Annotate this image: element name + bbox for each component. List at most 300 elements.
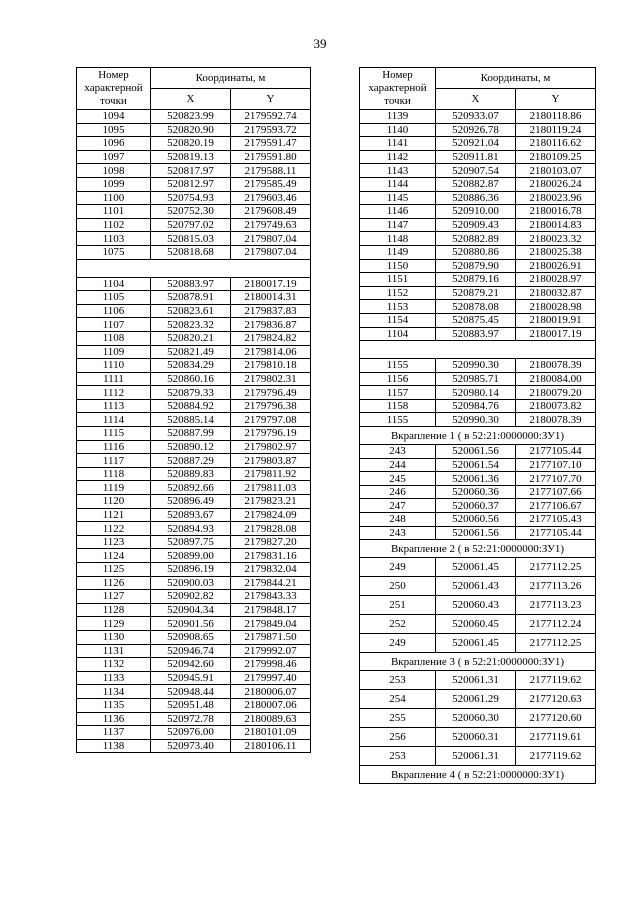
section-label: Вкрапление 4 ( в 52:21:0000000:ЗУ1) <box>360 766 596 784</box>
header-point-number: Номер характерной точки <box>360 68 436 110</box>
table-row <box>77 164 311 178</box>
x-coordinate-cell: 520882.89 <box>436 232 516 246</box>
point-number-cell: 1126 <box>77 576 151 590</box>
y-coordinate-cell: 2179749.63 <box>231 218 311 232</box>
point-number-cell: 1110 <box>77 359 151 373</box>
x-coordinate-cell: 520910.00 <box>436 205 516 219</box>
y-coordinate-cell: 2180019.91 <box>516 313 596 327</box>
point-number-cell: 1114 <box>77 413 151 427</box>
y-coordinate-cell: 2179593.72 <box>231 123 311 137</box>
point-number-cell: 1156 <box>360 372 436 386</box>
table-row <box>360 313 596 327</box>
y-coordinate-cell: 2179796.19 <box>231 427 311 441</box>
table-row <box>77 399 311 413</box>
y-coordinate-cell: 2177113.26 <box>516 577 596 596</box>
table-row <box>77 563 311 577</box>
y-coordinate-cell: 2180119.24 <box>516 123 596 137</box>
point-number-cell: 247 <box>360 499 436 513</box>
section-header-row <box>360 540 596 558</box>
y-coordinate-cell: 2177119.62 <box>516 747 596 766</box>
y-coordinate-cell: 2179807.04 <box>231 232 311 246</box>
header-coordinates: Координаты, м <box>151 68 311 89</box>
coordinates-table-left <box>76 67 311 753</box>
y-coordinate-cell: 2179797.08 <box>231 413 311 427</box>
table-row <box>360 413 596 427</box>
y-coordinate-cell: 2180028.97 <box>516 273 596 287</box>
table-row <box>77 150 311 164</box>
x-coordinate-cell: 520885.14 <box>151 413 231 427</box>
point-number-cell: 1143 <box>360 164 436 178</box>
x-coordinate-cell: 520061.36 <box>436 472 516 486</box>
y-coordinate-cell: 2179849.04 <box>231 617 311 631</box>
header-x: X <box>151 89 231 110</box>
y-coordinate-cell: 2179807.04 <box>231 245 311 259</box>
table-row <box>360 137 596 151</box>
table-row <box>77 590 311 604</box>
x-coordinate-cell: 520061.56 <box>436 445 516 459</box>
table-row <box>360 526 596 540</box>
point-number-cell: 1144 <box>360 177 436 191</box>
table-row <box>77 291 311 305</box>
table-row <box>77 440 311 454</box>
table-row <box>77 137 311 151</box>
y-coordinate-cell: 2179796.38 <box>231 399 311 413</box>
point-number-cell: 1075 <box>77 245 151 259</box>
table-row <box>360 386 596 400</box>
table-row <box>77 331 311 345</box>
header-y: Y <box>231 89 311 110</box>
point-number-cell: 1100 <box>77 191 151 205</box>
table-row <box>360 245 596 259</box>
table-row <box>360 164 596 178</box>
x-coordinate-cell: 520942.60 <box>151 658 231 672</box>
point-number-cell: 1123 <box>77 535 151 549</box>
point-number-cell: 1116 <box>77 440 151 454</box>
point-number-cell: 254 <box>360 690 436 709</box>
x-coordinate-cell: 520980.14 <box>436 386 516 400</box>
y-coordinate-cell: 2177107.66 <box>516 485 596 499</box>
table-row <box>77 603 311 617</box>
table-row <box>77 427 311 441</box>
point-number-cell: 1145 <box>360 191 436 205</box>
point-number-cell: 1120 <box>77 495 151 509</box>
table-row <box>77 671 311 685</box>
y-coordinate-cell: 2180089.63 <box>231 712 311 726</box>
point-number-cell: 1115 <box>77 427 151 441</box>
x-coordinate-cell: 520878.91 <box>151 291 231 305</box>
table-row <box>77 277 311 291</box>
x-coordinate-cell: 520061.45 <box>436 634 516 653</box>
section-label: Вкрапление 3 ( в 52:21:0000000:ЗУ1) <box>360 653 596 671</box>
y-coordinate-cell: 2179802.31 <box>231 372 311 386</box>
x-coordinate-cell: 520945.91 <box>151 671 231 685</box>
x-coordinate-cell: 520060.37 <box>436 499 516 513</box>
table-row <box>77 630 311 644</box>
y-coordinate-cell: 2179831.16 <box>231 549 311 563</box>
x-coordinate-cell: 520893.67 <box>151 508 231 522</box>
y-coordinate-cell: 2179591.47 <box>231 137 311 151</box>
x-coordinate-cell: 520892.66 <box>151 481 231 495</box>
table-row <box>360 123 596 137</box>
table-row <box>360 558 596 577</box>
table-row <box>77 359 311 373</box>
x-coordinate-cell: 520948.44 <box>151 685 231 699</box>
x-coordinate-cell: 520911.81 <box>436 150 516 164</box>
table-row <box>77 467 311 481</box>
x-coordinate-cell: 520834.29 <box>151 359 231 373</box>
header-y: Y <box>516 89 596 110</box>
point-number-cell: 1106 <box>77 304 151 318</box>
x-coordinate-cell: 520860.16 <box>151 372 231 386</box>
x-coordinate-cell: 520926.78 <box>436 123 516 137</box>
y-coordinate-cell: 2180116.62 <box>516 137 596 151</box>
y-coordinate-cell: 2179824.09 <box>231 508 311 522</box>
y-coordinate-cell: 2179803.87 <box>231 454 311 468</box>
point-number-cell: 250 <box>360 577 436 596</box>
point-number-cell: 1101 <box>77 205 151 219</box>
x-coordinate-cell: 520882.87 <box>436 177 516 191</box>
x-coordinate-cell: 520817.97 <box>151 164 231 178</box>
x-coordinate-cell: 520752.30 <box>151 205 231 219</box>
point-number-cell: 1128 <box>77 603 151 617</box>
point-number-cell: 1099 <box>77 177 151 191</box>
point-number-cell: 1138 <box>77 739 151 753</box>
y-coordinate-cell: 2179811.03 <box>231 481 311 495</box>
table-gap-row <box>77 259 311 277</box>
y-coordinate-cell: 2177106.67 <box>516 499 596 513</box>
table-row <box>77 110 311 124</box>
point-number-cell: 253 <box>360 671 436 690</box>
point-number-cell: 1154 <box>360 313 436 327</box>
table-row <box>77 698 311 712</box>
table-row <box>77 508 311 522</box>
x-coordinate-cell: 520061.29 <box>436 690 516 709</box>
point-number-cell: 245 <box>360 472 436 486</box>
x-coordinate-cell: 520887.29 <box>151 454 231 468</box>
point-number-cell: 1104 <box>360 327 436 341</box>
table-row <box>360 445 596 459</box>
table-row <box>360 300 596 314</box>
point-number-cell: 249 <box>360 558 436 577</box>
table-row <box>77 345 311 359</box>
y-coordinate-cell: 2180103.07 <box>516 164 596 178</box>
point-number-cell: 251 <box>360 596 436 615</box>
table-row <box>360 472 596 486</box>
point-number-cell: 1158 <box>360 399 436 413</box>
y-coordinate-cell: 2180007.06 <box>231 698 311 712</box>
x-coordinate-cell: 520061.54 <box>436 458 516 472</box>
point-number-cell: 1142 <box>360 150 436 164</box>
x-coordinate-cell: 520061.31 <box>436 671 516 690</box>
point-number-cell: 1119 <box>77 481 151 495</box>
x-coordinate-cell: 520060.56 <box>436 513 516 527</box>
y-coordinate-cell: 2179848.17 <box>231 603 311 617</box>
point-number-cell: 252 <box>360 615 436 634</box>
point-number-cell: 1147 <box>360 218 436 232</box>
table-body-right <box>360 110 596 784</box>
point-number-cell: 1148 <box>360 232 436 246</box>
y-coordinate-cell: 2180026.24 <box>516 177 596 191</box>
x-coordinate-cell: 520060.45 <box>436 615 516 634</box>
point-number-cell: 1139 <box>360 110 436 124</box>
x-coordinate-cell: 520061.31 <box>436 747 516 766</box>
x-coordinate-cell: 520894.93 <box>151 522 231 536</box>
point-number-cell: 1094 <box>77 110 151 124</box>
header-x: X <box>436 89 516 110</box>
section-label: Вкрапление 1 ( в 52:21:0000000:ЗУ1) <box>360 427 596 445</box>
y-coordinate-cell: 2179836.87 <box>231 318 311 332</box>
table-row <box>77 372 311 386</box>
point-number-cell: 1098 <box>77 164 151 178</box>
point-number-cell: 1109 <box>77 345 151 359</box>
y-coordinate-cell: 2179592.74 <box>231 110 311 124</box>
point-number-cell: 1149 <box>360 245 436 259</box>
point-number-cell: 1112 <box>77 386 151 400</box>
x-coordinate-cell: 520821.49 <box>151 345 231 359</box>
point-number-cell: 1152 <box>360 286 436 300</box>
y-coordinate-cell: 2180026.91 <box>516 259 596 273</box>
table-row <box>77 739 311 753</box>
table-row <box>360 747 596 766</box>
x-coordinate-cell: 520886.36 <box>436 191 516 205</box>
table-row <box>77 481 311 495</box>
table-row <box>360 359 596 373</box>
y-coordinate-cell: 2179824.82 <box>231 331 311 345</box>
x-coordinate-cell: 520900.03 <box>151 576 231 590</box>
y-coordinate-cell: 2179811.92 <box>231 467 311 481</box>
point-number-cell: 1124 <box>77 549 151 563</box>
table-row <box>360 596 596 615</box>
point-number-cell: 1133 <box>77 671 151 685</box>
x-coordinate-cell: 520972.78 <box>151 712 231 726</box>
table-row <box>360 458 596 472</box>
x-coordinate-cell: 520909.43 <box>436 218 516 232</box>
table-row <box>77 177 311 191</box>
table-row <box>360 499 596 513</box>
y-coordinate-cell: 2177113.23 <box>516 596 596 615</box>
x-coordinate-cell: 520880.86 <box>436 245 516 259</box>
y-coordinate-cell: 2180028.98 <box>516 300 596 314</box>
y-coordinate-cell: 2180014.31 <box>231 291 311 305</box>
table-row <box>360 709 596 728</box>
x-coordinate-cell: 520060.30 <box>436 709 516 728</box>
y-coordinate-cell: 2180017.19 <box>231 277 311 291</box>
y-coordinate-cell: 2179814.06 <box>231 345 311 359</box>
x-coordinate-cell: 520976.00 <box>151 726 231 740</box>
point-number-cell: 1136 <box>77 712 151 726</box>
y-coordinate-cell: 2177112.24 <box>516 615 596 634</box>
table-row <box>360 671 596 690</box>
x-coordinate-cell: 520897.75 <box>151 535 231 549</box>
x-coordinate-cell: 520879.16 <box>436 273 516 287</box>
table-row <box>360 327 596 341</box>
point-number-cell: 1127 <box>77 590 151 604</box>
table-row <box>77 386 311 400</box>
x-coordinate-cell: 520904.34 <box>151 603 231 617</box>
x-coordinate-cell: 520990.30 <box>436 413 516 427</box>
y-coordinate-cell: 2180023.32 <box>516 232 596 246</box>
x-coordinate-cell: 520061.45 <box>436 558 516 577</box>
x-coordinate-cell: 520878.08 <box>436 300 516 314</box>
x-coordinate-cell: 520896.49 <box>151 495 231 509</box>
x-coordinate-cell: 520889.83 <box>151 467 231 481</box>
x-coordinate-cell: 520818.68 <box>151 245 231 259</box>
table-row <box>360 399 596 413</box>
table-row <box>77 218 311 232</box>
table-row <box>77 712 311 726</box>
y-coordinate-cell: 2177105.44 <box>516 526 596 540</box>
y-coordinate-cell: 2180014.83 <box>516 218 596 232</box>
table-row <box>77 495 311 509</box>
y-coordinate-cell: 2179802.97 <box>231 440 311 454</box>
point-number-cell: 1113 <box>77 399 151 413</box>
point-number-cell: 249 <box>360 634 436 653</box>
point-number-cell: 1141 <box>360 137 436 151</box>
x-coordinate-cell: 520820.90 <box>151 123 231 137</box>
x-coordinate-cell: 520985.71 <box>436 372 516 386</box>
x-coordinate-cell: 520984.76 <box>436 399 516 413</box>
y-coordinate-cell: 2180106.11 <box>231 739 311 753</box>
table-row <box>360 513 596 527</box>
table-row <box>360 259 596 273</box>
x-coordinate-cell: 520946.74 <box>151 644 231 658</box>
table-row <box>360 232 596 246</box>
x-coordinate-cell: 520060.36 <box>436 485 516 499</box>
section-label: Вкрапление 2 ( в 52:21:0000000:ЗУ1) <box>360 540 596 558</box>
point-number-cell: 1135 <box>77 698 151 712</box>
x-coordinate-cell: 520908.65 <box>151 630 231 644</box>
y-coordinate-cell: 2179796.49 <box>231 386 311 400</box>
y-coordinate-cell: 2179837.83 <box>231 304 311 318</box>
point-number-cell: 246 <box>360 485 436 499</box>
table-row <box>360 577 596 596</box>
table-row <box>77 658 311 672</box>
point-number-cell: 1132 <box>77 658 151 672</box>
y-coordinate-cell: 2179844.21 <box>231 576 311 590</box>
y-coordinate-cell: 2180078.39 <box>516 359 596 373</box>
y-coordinate-cell: 2180079.20 <box>516 386 596 400</box>
y-coordinate-cell: 2177105.44 <box>516 445 596 459</box>
y-coordinate-cell: 2180017.19 <box>516 327 596 341</box>
point-number-cell: 1129 <box>77 617 151 631</box>
y-coordinate-cell: 2179828.08 <box>231 522 311 536</box>
x-coordinate-cell: 520890.12 <box>151 440 231 454</box>
point-number-cell: 243 <box>360 526 436 540</box>
y-coordinate-cell: 2179585.49 <box>231 177 311 191</box>
table-row <box>77 454 311 468</box>
point-number-cell: 243 <box>360 445 436 459</box>
table-row <box>360 205 596 219</box>
table-row <box>360 273 596 287</box>
y-coordinate-cell: 2179871.50 <box>231 630 311 644</box>
y-coordinate-cell: 2180084.00 <box>516 372 596 386</box>
x-coordinate-cell: 520823.32 <box>151 318 231 332</box>
point-number-cell: 1095 <box>77 123 151 137</box>
y-coordinate-cell: 2180023.96 <box>516 191 596 205</box>
x-coordinate-cell: 520883.97 <box>151 277 231 291</box>
table-gap-row <box>360 341 596 359</box>
x-coordinate-cell: 520754.93 <box>151 191 231 205</box>
point-number-cell: 1117 <box>77 454 151 468</box>
x-coordinate-cell: 520061.43 <box>436 577 516 596</box>
y-coordinate-cell: 2179823.21 <box>231 495 311 509</box>
table-row <box>360 110 596 124</box>
section-header-row <box>360 766 596 784</box>
point-number-cell: 1121 <box>77 508 151 522</box>
y-coordinate-cell: 2180101.09 <box>231 726 311 740</box>
point-number-cell: 255 <box>360 709 436 728</box>
x-coordinate-cell: 520875.45 <box>436 313 516 327</box>
point-number-cell: 1134 <box>77 685 151 699</box>
table-row <box>77 245 311 259</box>
point-number-cell: 1151 <box>360 273 436 287</box>
header-coordinates: Координаты, м <box>436 68 596 89</box>
point-number-cell: 1155 <box>360 359 436 373</box>
y-coordinate-cell: 2180025.38 <box>516 245 596 259</box>
section-header-row <box>360 653 596 671</box>
table-row <box>360 218 596 232</box>
y-coordinate-cell: 2177120.60 <box>516 709 596 728</box>
x-coordinate-cell: 520060.43 <box>436 596 516 615</box>
x-coordinate-cell: 520820.21 <box>151 331 231 345</box>
point-number-cell: 1097 <box>77 150 151 164</box>
point-number-cell: 1153 <box>360 300 436 314</box>
point-number-cell: 1105 <box>77 291 151 305</box>
y-coordinate-cell: 2180118.86 <box>516 110 596 124</box>
table-row <box>77 726 311 740</box>
y-coordinate-cell: 2179591.80 <box>231 150 311 164</box>
x-coordinate-cell: 520061.56 <box>436 526 516 540</box>
x-coordinate-cell: 520819.13 <box>151 150 231 164</box>
table-row <box>77 522 311 536</box>
point-number-cell: 1122 <box>77 522 151 536</box>
point-number-cell: 1131 <box>77 644 151 658</box>
point-number-cell: 1096 <box>77 137 151 151</box>
y-coordinate-cell: 2180016.78 <box>516 205 596 219</box>
x-coordinate-cell: 520823.61 <box>151 304 231 318</box>
x-coordinate-cell: 520990.30 <box>436 359 516 373</box>
point-number-cell: 256 <box>360 728 436 747</box>
point-number-cell: 244 <box>360 458 436 472</box>
x-coordinate-cell: 520797.02 <box>151 218 231 232</box>
y-coordinate-cell: 2180032.87 <box>516 286 596 300</box>
point-number-cell: 1150 <box>360 259 436 273</box>
table-row <box>77 644 311 658</box>
coordinates-table-right <box>359 67 596 784</box>
table-row <box>360 191 596 205</box>
table-row <box>360 286 596 300</box>
y-coordinate-cell: 2179992.07 <box>231 644 311 658</box>
table-row <box>77 318 311 332</box>
table-row <box>77 304 311 318</box>
y-coordinate-cell: 2177112.25 <box>516 634 596 653</box>
point-number-cell: 1130 <box>77 630 151 644</box>
x-coordinate-cell: 520896.19 <box>151 563 231 577</box>
y-coordinate-cell: 2179603.46 <box>231 191 311 205</box>
point-number-cell: 1102 <box>77 218 151 232</box>
y-coordinate-cell: 2177112.25 <box>516 558 596 577</box>
point-number-cell: 1104 <box>77 277 151 291</box>
point-number-cell: 1111 <box>77 372 151 386</box>
y-coordinate-cell: 2177107.10 <box>516 458 596 472</box>
x-coordinate-cell: 520973.40 <box>151 739 231 753</box>
point-number-cell: 1107 <box>77 318 151 332</box>
x-coordinate-cell: 520883.97 <box>436 327 516 341</box>
x-coordinate-cell: 520879.21 <box>436 286 516 300</box>
y-coordinate-cell: 2180073.82 <box>516 399 596 413</box>
gap-cell <box>360 341 596 359</box>
x-coordinate-cell: 520879.33 <box>151 386 231 400</box>
